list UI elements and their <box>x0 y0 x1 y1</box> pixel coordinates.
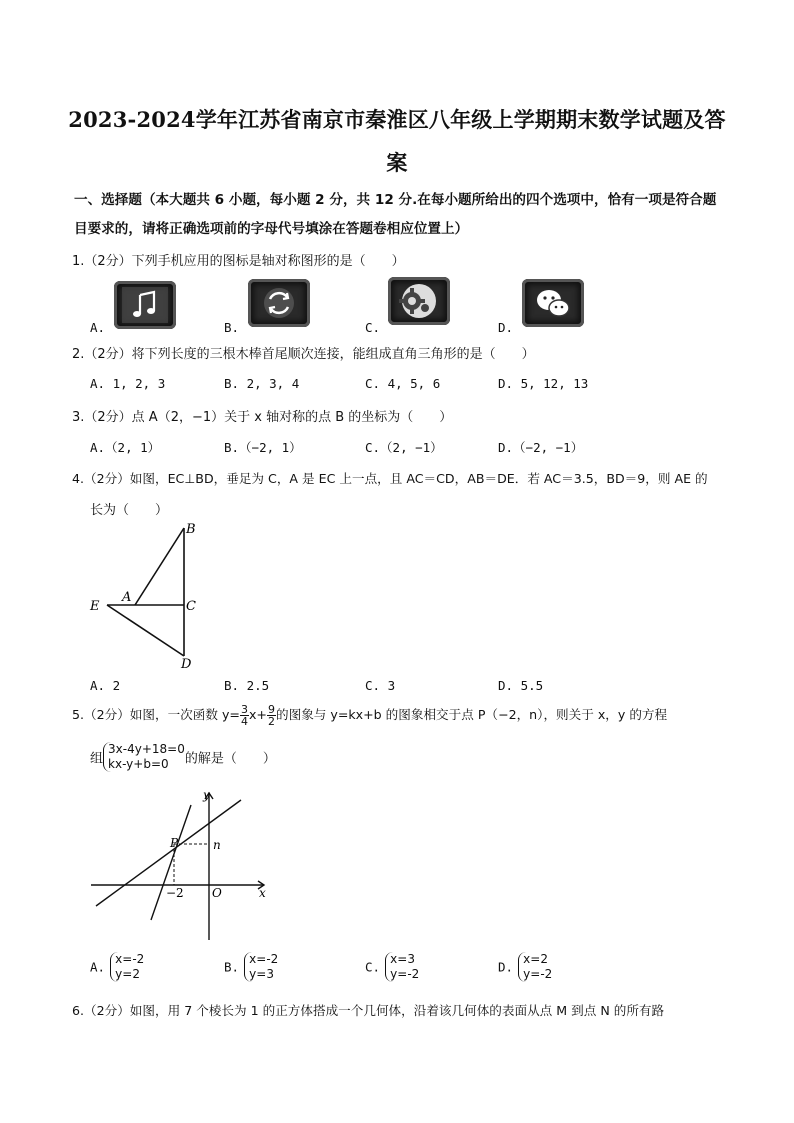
q5-option-a <box>90 952 144 982</box>
frac1-den: 4 <box>240 715 248 728</box>
q5-text-b: x+ <box>248 707 267 722</box>
section-heading-continued: 目要求的，请将正确选项前的字母代号填涂在答题卷相应位置上） <box>74 221 469 237</box>
q5-option-c-letter: C. <box>365 959 381 975</box>
q5-c-line2: y=-2 <box>390 967 420 981</box>
option-c-label: C. <box>365 320 381 335</box>
q5-option-a-letter: A. <box>90 959 106 975</box>
q3-option-d: D.（−2, −1） <box>498 440 584 455</box>
q5-text-e: 的解是（ ） <box>184 751 276 767</box>
label-c: C <box>186 599 196 614</box>
label-a: A <box>122 590 132 605</box>
question-1-text: 1.（2分）下列手机应用的图标是轴对称图形的是（ ） <box>72 254 405 269</box>
fraction-3-4 <box>240 704 249 727</box>
question-3-text: 3.（2分）点 A（2，−1）关于 x 轴对称的点 B 的坐标为（ ） <box>72 410 453 425</box>
page-title: 2023-2024学年江苏省南京市秦淮区八年级上学期期末数学试题及答 <box>68 107 726 132</box>
question-4-text: 4.（2分）如图，EC⊥BD，垂足为 C，A 是 EC 上一点，且 AC＝CD，AB＝DE．若 AC＝3.5，BD＝9，则 AE 的 <box>72 471 708 486</box>
q5-b-line2: y=3 <box>249 967 274 981</box>
option-d-label: D. <box>498 320 514 335</box>
segment-ab <box>135 528 184 605</box>
q5-option-a-system <box>110 952 144 982</box>
wechat-chat-icon <box>522 279 584 327</box>
label-y: y <box>203 788 210 802</box>
equation-2: kx-y+b=0 <box>108 757 169 771</box>
q3-option-c: C.（2, −1） <box>365 440 443 455</box>
gear-settings-icon <box>388 277 450 325</box>
q5-a-line1: x=-2 <box>115 952 145 966</box>
segment-ed <box>107 605 184 656</box>
q5-c-line1: x=3 <box>390 952 415 966</box>
line-y-kx-b <box>151 805 191 920</box>
label-e: E <box>90 599 100 614</box>
q5-text-a: 5.（2分）如图，一次函数 y= <box>72 707 240 722</box>
triangle-figure <box>80 518 210 673</box>
music-note-icon <box>114 281 176 329</box>
question-2-text: 2.（2分）将下列长度的三根木棒首尾顺次连接，能组成直角三角形的是（ ） <box>72 347 535 362</box>
question-5-text <box>72 704 667 727</box>
label-origin: O <box>212 886 222 900</box>
q5-b-line1: x=-2 <box>249 952 279 966</box>
option-b-label: B. <box>224 320 240 335</box>
q5-option-c-system <box>385 952 419 982</box>
q4-option-c: C. 3 <box>365 678 396 693</box>
fraction-9-2 <box>267 704 276 727</box>
q5-option-b-letter: B. <box>224 959 240 975</box>
frac2-den: 2 <box>268 715 275 728</box>
q2-option-d: D. 5, 12, 13 <box>498 376 589 391</box>
line-graph-figure <box>86 785 276 945</box>
label-p: P <box>170 836 179 850</box>
question-6-text: 6.（2分）如图，用 7 个棱长为 1 的正方体搭成一个几何体，沿着该几何体的表面从点 M 到点 N 的所有路 <box>72 1003 665 1018</box>
frac1-num: 3 <box>240 703 248 716</box>
label-d: D <box>181 657 192 672</box>
refresh-arrows-icon <box>248 279 310 327</box>
q5-text-c: 的图象与 y=kx+b 的图象相交于点 P（−2，n），则关于 x，y 的方程 <box>276 707 668 722</box>
q5-option-d-letter: D. <box>498 959 514 975</box>
q2-option-a: A. 1, 2, 3 <box>90 376 166 391</box>
q4-option-a: A. 2 <box>90 678 121 693</box>
question-4-text-continued: 长为（ ） <box>90 503 169 518</box>
q5-d-line1: x=2 <box>523 952 548 966</box>
q3-option-a: A.（2, 1） <box>90 440 161 455</box>
q5-text-d: 组 <box>90 751 104 767</box>
question-5-system <box>90 742 276 772</box>
q5-d-line2: y=-2 <box>523 967 553 981</box>
q5-option-d <box>498 952 552 982</box>
q5-a-line2: y=2 <box>115 967 140 981</box>
frac2-num: 9 <box>268 703 275 716</box>
label-n: n <box>213 838 221 852</box>
q5-option-b <box>224 952 278 982</box>
q3-option-b: B.（−2, 1） <box>224 440 302 455</box>
q4-option-d: D. 5.5 <box>498 678 544 693</box>
label-minus-2: −2 <box>166 886 184 900</box>
equation-system <box>103 742 185 772</box>
page-title-continued: 案 <box>386 150 408 175</box>
q5-option-c <box>365 952 419 982</box>
q2-option-b: B. 2, 3, 4 <box>224 376 300 391</box>
q2-option-c: C. 4, 5, 6 <box>365 376 441 391</box>
label-x: x <box>259 886 266 900</box>
option-a-label: A. <box>90 320 106 335</box>
equation-1: 3x-4y+18=0 <box>108 742 185 756</box>
q5-option-b-system <box>244 952 278 982</box>
q5-option-d-system <box>518 952 552 982</box>
label-b: B <box>186 522 196 537</box>
section-heading: 一、选择题（本大题共 6 小题，每小题 2 分，共 12 分.在每小题所给出的四个选项中，恰有一项是符合题 <box>74 192 717 208</box>
q4-option-b: B. 2.5 <box>224 678 270 693</box>
